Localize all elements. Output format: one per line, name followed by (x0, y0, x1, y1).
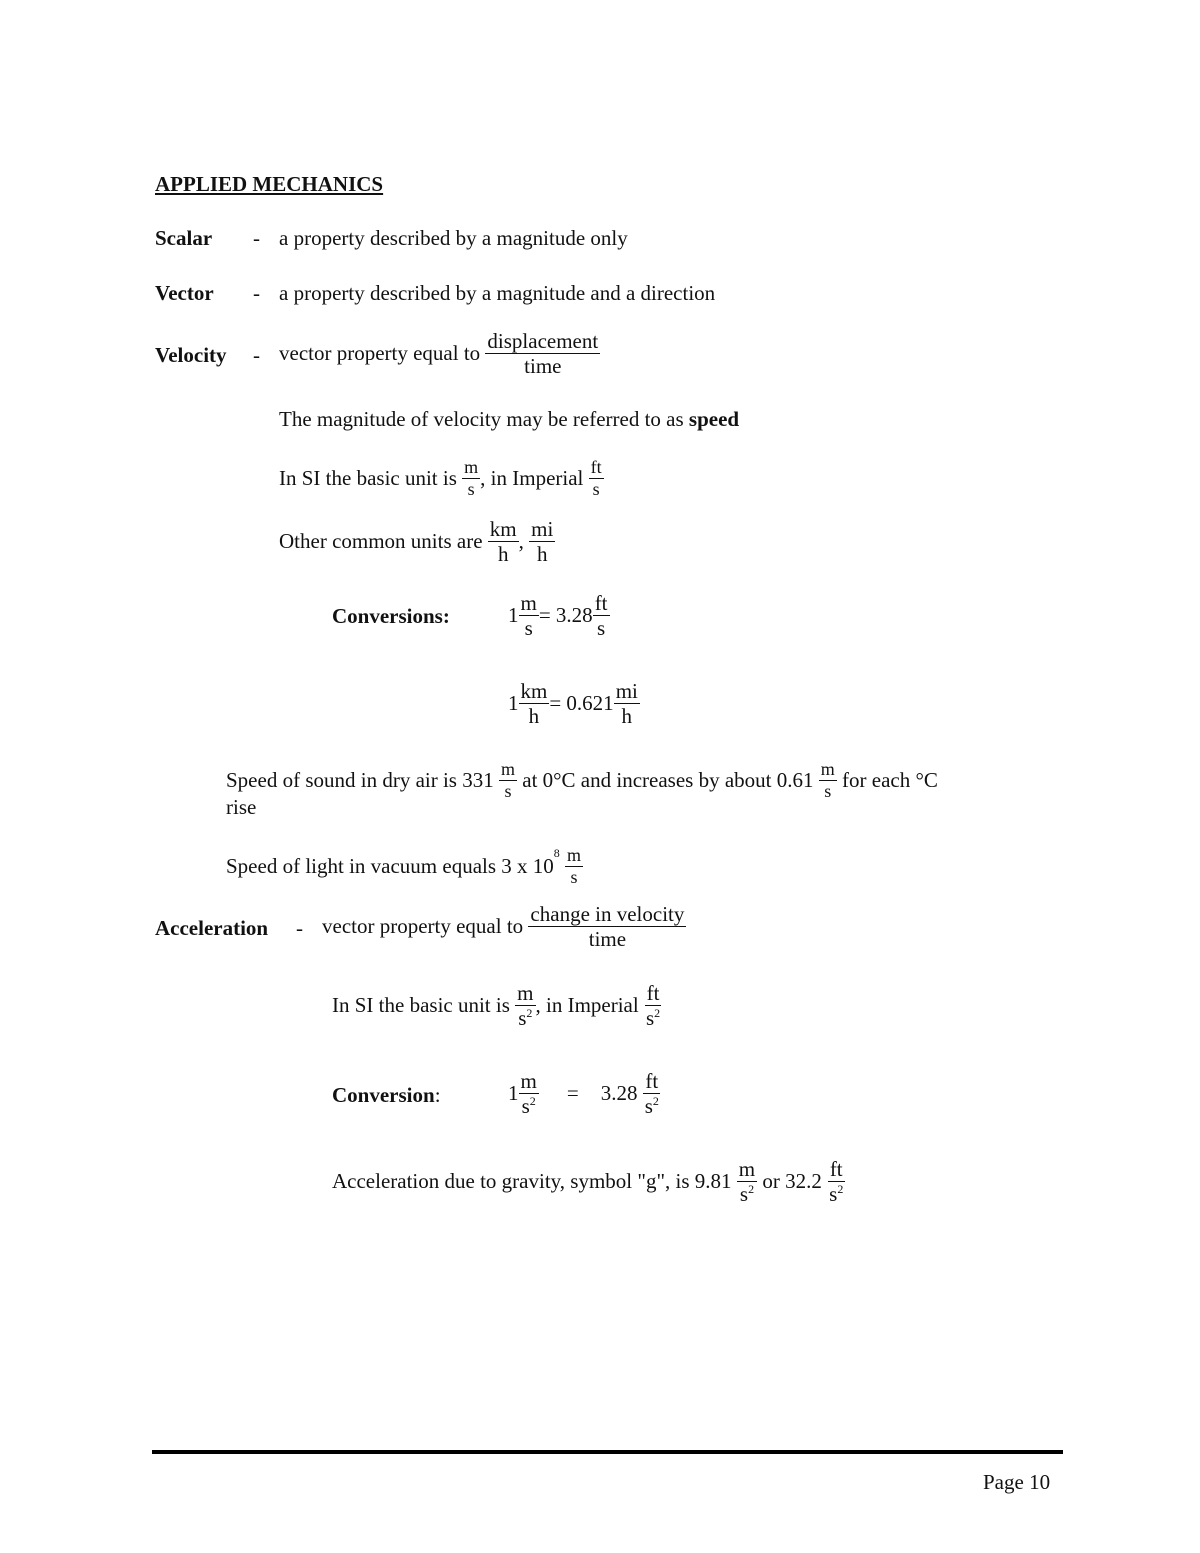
acceleration-conversion-lhs-num: m (520, 1069, 537, 1093)
acceleration-fraction-num: change in velocity (530, 902, 685, 926)
light-unit-num: m (567, 845, 582, 865)
light-exponent: 8 (553, 846, 560, 861)
velocity-imperial-unit-den: s (592, 478, 600, 499)
sound-line (226, 760, 938, 801)
other-units-line (279, 518, 555, 565)
acceleration-fraction (528, 903, 686, 950)
sound-unit-2-den: s (824, 780, 832, 801)
sound-text-a: Speed of sound in dry air is 331 (226, 767, 494, 792)
acceleration-conversion-lhs-unit (519, 1070, 539, 1117)
speed-line (279, 409, 739, 430)
acceleration-conversion (508, 1070, 661, 1117)
conversion-2-rhs-den: h (621, 704, 633, 729)
other-unit-h2: h (536, 542, 548, 567)
acceleration-si-num: m (517, 981, 534, 1005)
velocity-imperial-unit (589, 458, 604, 499)
vector-term: Vector (155, 281, 214, 305)
velocity-imperial-text: , in Imperial (480, 465, 584, 490)
gravity-unit-imperial-num: ft (829, 1157, 843, 1181)
acceleration-conversion-lhs-den-base: s (521, 1094, 530, 1119)
conversion-1-rhs-unit (593, 592, 610, 639)
gravity-unit-si (737, 1158, 757, 1205)
acceleration-dash: - (296, 916, 303, 940)
scalar-definition: a property described by a magnitude only (279, 226, 628, 250)
velocity-imperial-unit-num: ft (590, 457, 602, 477)
conversion-km-h (508, 680, 640, 727)
conversion-1-rhs-den: s (597, 616, 606, 641)
page-number: Page 10 (983, 1470, 1051, 1494)
sound-unit-1 (499, 760, 517, 801)
acceleration-conversion-rhs-den (643, 1094, 661, 1117)
velocity-fraction-den: time (524, 354, 562, 379)
conversion-label-text: Conversion (332, 1083, 435, 1107)
velocity-si-unit-num: m (464, 457, 479, 477)
conversion-2-rhs-unit (614, 680, 640, 727)
acceleration-si-text: In SI the basic unit is (332, 993, 510, 1018)
velocity-units-line (279, 458, 604, 499)
speed-text: The magnitude of velocity may be referred to as (279, 407, 684, 431)
acceleration-definition (322, 903, 686, 950)
acceleration-conversion-rhs-den-base: s (644, 1094, 653, 1119)
velocity-si-unit (462, 458, 480, 499)
velocity-definition-text: vector property equal to (279, 341, 481, 366)
acceleration-si-den-base: s (518, 1006, 527, 1031)
gravity-unit-si-num: m (738, 1157, 756, 1181)
light-unit (565, 846, 583, 887)
other-units-text: Other common units are (279, 529, 483, 554)
conversion-label (332, 1085, 441, 1106)
acceleration-conversion-lhs: 1 (508, 1081, 519, 1106)
acceleration-fraction-den: time (588, 927, 627, 952)
acceleration-imperial-exp: 2 (654, 1006, 661, 1021)
velocity-term: Velocity (155, 343, 227, 367)
velocity-si-unit-den: s (467, 478, 475, 499)
acceleration-si-unit (515, 982, 535, 1029)
other-unit-h1: h (497, 542, 509, 567)
light-unit-den: s (570, 866, 578, 887)
gravity-unit-imperial-exp: 2 (837, 1182, 844, 1197)
sound-unit-1-den: s (504, 780, 512, 801)
vector-dash: - (253, 281, 260, 305)
acceleration-imperial-num: ft (646, 981, 660, 1005)
conversion-1-lhs-den: s (524, 616, 533, 641)
acceleration-term: Acceleration (155, 916, 269, 940)
conversion-2-lhs-den: h (528, 704, 540, 729)
conversion-m-s (508, 592, 610, 639)
gravity-unit-si-den-base: s (739, 1182, 749, 1207)
gravity-unit-si-exp: 2 (748, 1182, 755, 1197)
velocity-dash: - (253, 343, 260, 367)
scalar-term: Scalar (155, 226, 213, 250)
light-text: Speed of light in vacuum equals 3 x 10 (226, 853, 554, 878)
gravity-unit-si-den (738, 1182, 756, 1205)
velocity-fraction-num: displacement (487, 329, 599, 353)
sound-text-b: at 0°C and increases by about 0.61 (522, 767, 814, 792)
acceleration-imperial-unit (644, 982, 662, 1029)
acceleration-conversion-rhs-num: ft (645, 1069, 659, 1093)
acceleration-conversion-rhs-exp: 2 (652, 1094, 659, 1109)
gravity-unit-imperial-den (827, 1182, 845, 1205)
conversion-2-value: = 0.621 (549, 691, 614, 716)
acceleration-conversion-lhs-den (520, 1094, 538, 1117)
gravity-unit-imperial (827, 1158, 845, 1205)
conversions-label: Conversions: (332, 604, 450, 628)
acceleration-si-den (516, 1006, 534, 1029)
conversion-2-lhs-num: km (520, 679, 548, 703)
acceleration-imperial-den-base: s (645, 1006, 655, 1031)
acceleration-conversion-eq: = (566, 1081, 579, 1106)
velocity-definition (279, 330, 600, 377)
acceleration-conversion-value: 3.28 (600, 1081, 638, 1106)
acceleration-units-line (332, 982, 662, 1029)
speed-word: speed (688, 407, 740, 431)
light-line (226, 846, 583, 887)
gravity-or-text: or 32.2 (762, 1169, 822, 1194)
conversion-1-value: = 3.28 (538, 603, 593, 628)
conversion-2-lhs: 1 (508, 691, 519, 716)
acceleration-definition-text: vector property equal to (322, 914, 524, 939)
vector-definition: a property described by a magnitude and a direction (279, 281, 716, 305)
gravity-line (332, 1158, 845, 1205)
sound-unit-2-num: m (820, 759, 835, 779)
other-units-comma: , (518, 529, 524, 554)
gravity-text: Acceleration due to gravity, symbol "g", is 9.81 (332, 1169, 732, 1194)
conversion-2-lhs-unit (519, 680, 550, 727)
velocity-fraction (485, 330, 600, 377)
acceleration-conversion-lhs-exp: 2 (529, 1094, 536, 1109)
velocity-si-text: In SI the basic unit is (279, 465, 457, 490)
conversion-1-lhs: 1 (508, 603, 519, 628)
gravity-unit-imperial-den-base: s (829, 1182, 838, 1207)
acceleration-imperial-text: , in Imperial (535, 993, 639, 1018)
sound-text-d: rise (226, 795, 257, 819)
acceleration-si-exp: 2 (526, 1006, 533, 1021)
conversion-2-rhs-num: mi (615, 679, 638, 703)
other-unit-mi-h (529, 518, 555, 565)
conversion-1-rhs-num: ft (594, 591, 608, 615)
sound-unit-2 (819, 760, 837, 801)
page-title: APPLIED MECHANICS (155, 172, 384, 196)
sound-unit-1-num: m (500, 759, 515, 779)
sound-text-c: for each °C (842, 767, 938, 792)
other-unit-mi: mi (531, 517, 554, 541)
other-unit-km: km (489, 517, 517, 541)
conversion-label-colon: : (434, 1083, 441, 1107)
conversion-1-lhs-num: m (520, 591, 537, 615)
acceleration-conversion-rhs-unit (643, 1070, 661, 1117)
scalar-dash: - (253, 226, 260, 250)
acceleration-imperial-den (644, 1006, 662, 1029)
footer-rule (152, 1450, 1063, 1454)
conversion-1-lhs-unit (519, 592, 539, 639)
other-unit-km-h (488, 518, 519, 565)
